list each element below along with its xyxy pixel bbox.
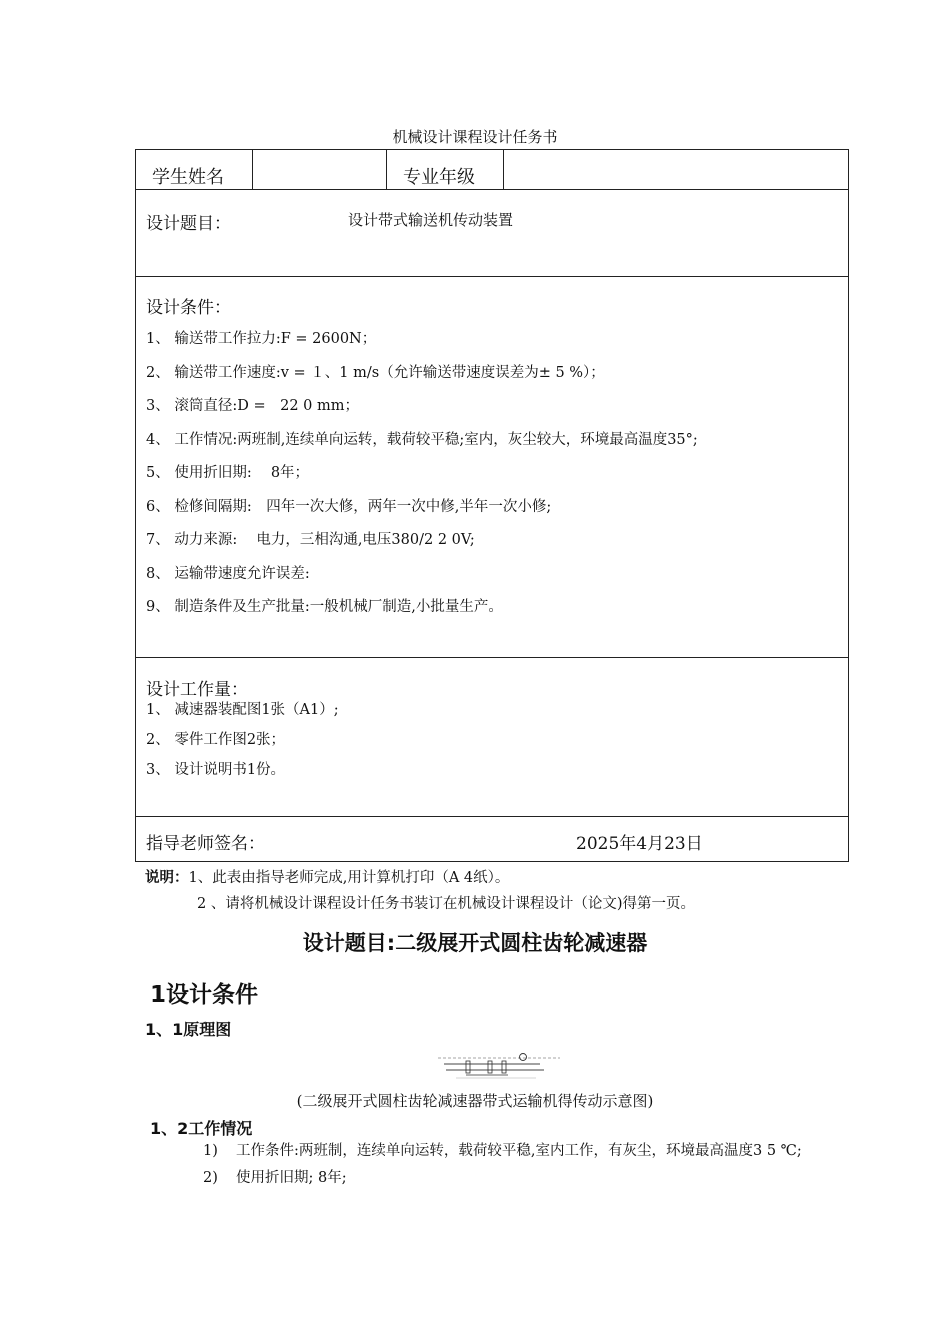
condition-item: 6、 检修间隔期: 四年一次大修，两年一次中修,半年一次小修; [146, 498, 552, 515]
workload-label: 设计工作量： [146, 680, 248, 700]
major-value-cell [504, 150, 849, 190]
workload-list [146, 700, 339, 790]
note-line-1 [145, 866, 509, 887]
student-name-value [253, 150, 386, 163]
note-label: 说明： [145, 870, 189, 886]
section-1-heading: 1设计条件 [150, 982, 259, 1008]
note-text-1: 1、此表由指导老师完成,用计算机打印（A 4纸）。 [188, 870, 510, 886]
topic-label: 设计题目： [146, 214, 231, 234]
work-condition-number: 2) [203, 1170, 218, 1186]
task-table [135, 149, 849, 862]
note-line-2: 2 、请将机械设计课程设计任务书装订在机械设计课程设计（论文)得第一页。 [197, 896, 695, 912]
condition-item: 4、 工作情况:两班制,连续单向运转，载荷较平稳;室内，灰尘较大，环境最高温度35°; [146, 431, 698, 448]
condition-item: 8、 运输带速度允许误差: [146, 565, 310, 582]
condition-item: 7、 动力来源: 电力，三相沟通,电压380/2 2 0V; [146, 532, 475, 548]
signature-label: 指导老师签名： [146, 834, 265, 854]
condition-item: 1、 输送带工作拉力:F = 2600N； [146, 331, 377, 347]
condition-item: 9、 制造条件及生产批量:一般机械厂制造,小批量生产。 [146, 599, 503, 615]
major-label-cell [387, 150, 504, 190]
work-condition-item [203, 1167, 813, 1190]
document-title: 机械设计课程设计任务书 [392, 128, 558, 146]
student-name-label: 学生姓名 [152, 167, 224, 188]
work-condition-item [203, 1140, 813, 1163]
condition-item: 3、 滚筒直径:D = 22 0 mm； [146, 398, 359, 414]
work-condition-text: 工作条件:两班制，连续单向运转，载荷较平稳,室内工作，有灰尘，环境最高温度3 5 ℃; [236, 1143, 802, 1159]
conditions-cell [136, 277, 849, 658]
major-value [504, 150, 848, 163]
student-name-label-cell [136, 150, 253, 190]
condition-item: 2、 输送带工作速度:v = １、1 m/s（允许输送带速度误差为± 5 %）； [146, 364, 605, 381]
topic-value: 设计带式输送机传动装置 [348, 211, 514, 229]
design-topic-heading: 设计题目:二级展开式圆柱齿轮减速器 [302, 931, 648, 955]
signature-date: 2025年4月23日 [576, 834, 703, 854]
conditions-list [146, 329, 698, 631]
signature-cell [136, 817, 849, 862]
schematic-caption: (二级展开式圆柱齿轮减速器带式运输机得传动示意图) [296, 1092, 654, 1110]
conditions-label: 设计条件： [146, 298, 231, 318]
major-label: 专业年级 [403, 167, 475, 188]
transmission-schematic [436, 1052, 562, 1080]
student-name-value-cell [253, 150, 387, 190]
topic-cell [136, 190, 849, 277]
workload-item: 1、 减速器装配图1张（A1）; [146, 702, 339, 718]
workload-item: 3、 设计说明书1份。 [146, 762, 286, 778]
work-conditions-list [203, 1140, 813, 1194]
student-info-row [136, 150, 849, 190]
condition-item: 5、 使用折旧期: 8年； [146, 465, 310, 481]
section-1-2-heading: 1、2工作情况 [150, 1119, 253, 1138]
workload-item: 2、 零件工作图2张； [146, 732, 286, 748]
workload-cell [136, 658, 849, 817]
work-condition-text: 使用折旧期; 8年; [236, 1170, 347, 1186]
work-condition-number: 1) [203, 1143, 218, 1159]
section-1-1-heading: 1、1原理图 [145, 1020, 232, 1039]
